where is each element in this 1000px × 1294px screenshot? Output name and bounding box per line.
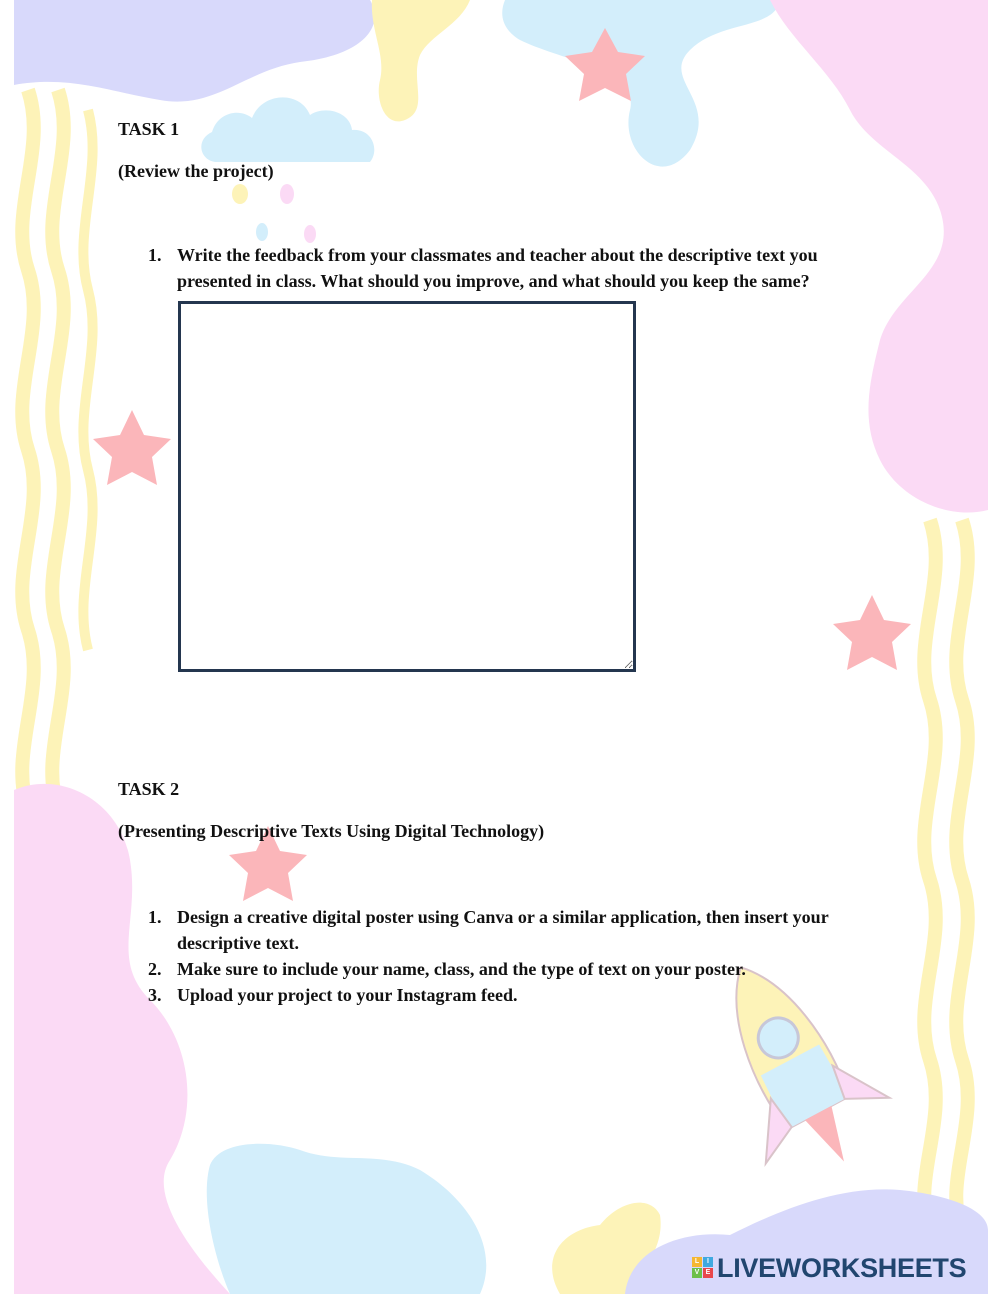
logo-letter: V bbox=[692, 1268, 702, 1278]
task2-subtitle: (Presenting Descriptive Texts Using Digital Technology) bbox=[118, 821, 545, 841]
task2-title: TASK 2 bbox=[118, 779, 180, 799]
list-item bbox=[148, 982, 848, 1008]
list-item bbox=[148, 956, 848, 982]
list-item-text: Upload your project to your Instagram feed. bbox=[177, 985, 518, 1005]
list-item bbox=[148, 904, 848, 956]
task1-list bbox=[148, 242, 888, 294]
list-item-number: 2. bbox=[148, 959, 162, 979]
task2-list bbox=[148, 904, 848, 1008]
logo-letter: L bbox=[692, 1257, 702, 1267]
list-item-number: 1. bbox=[148, 245, 162, 265]
logo-letter: E bbox=[703, 1268, 713, 1278]
list-item-text: Make sure to include your name, class, and the type of text on your poster. bbox=[177, 959, 746, 979]
task1-title: TASK 1 bbox=[118, 119, 180, 139]
logo-mark-icon bbox=[692, 1257, 714, 1279]
list-item-number: 1. bbox=[148, 907, 162, 927]
list-item-text: Write the feedback from your classmates and teacher about the descriptive text you presented in class. What should you improve, and what should you keep the same? bbox=[177, 245, 818, 291]
logo-text: LIVEWORKSHEETS bbox=[717, 1252, 967, 1283]
list-item-text: Design a creative digital poster using Canva or a similar application, then insert your descriptive text. bbox=[177, 907, 829, 953]
feedback-answer-box[interactable] bbox=[178, 301, 636, 672]
list-item bbox=[148, 242, 888, 294]
logo-letter: I bbox=[703, 1257, 713, 1267]
list-item-number: 3. bbox=[148, 985, 162, 1005]
task1-subtitle: (Review the project) bbox=[118, 161, 274, 181]
liveworksheets-logo[interactable] bbox=[692, 1252, 966, 1284]
